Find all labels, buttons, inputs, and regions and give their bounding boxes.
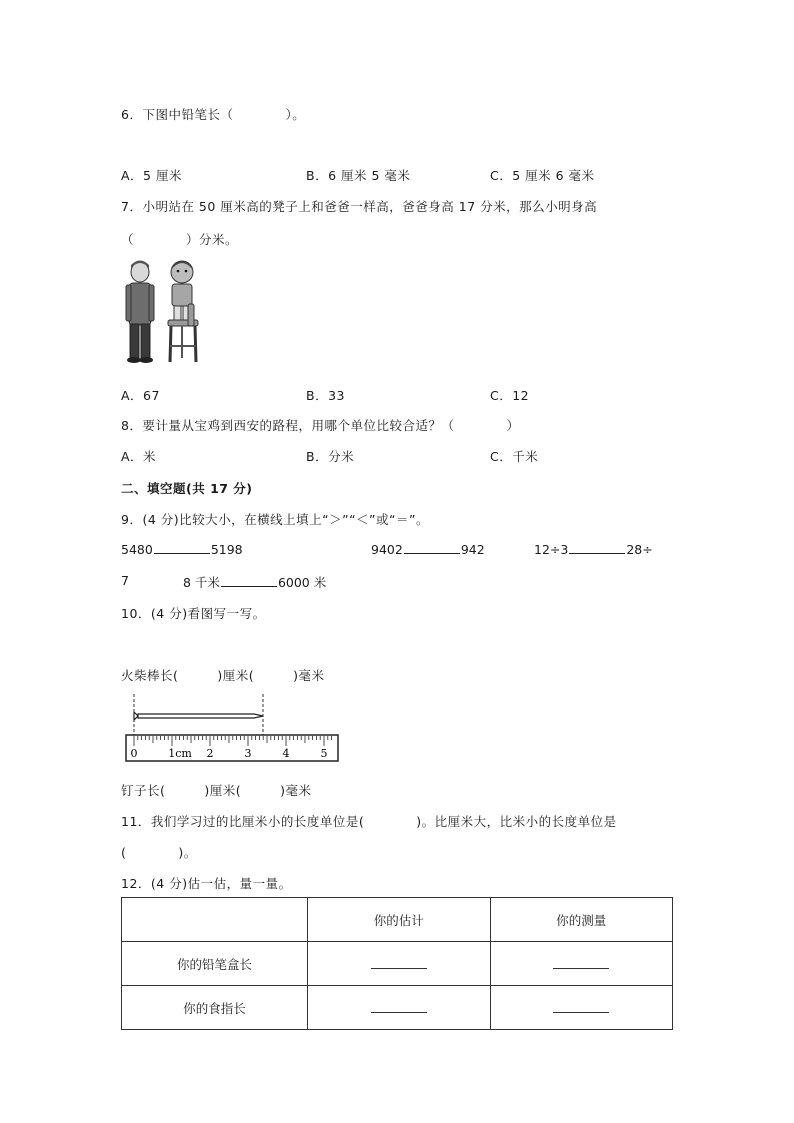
q7-option-a[interactable]: A．67 bbox=[121, 388, 160, 403]
q7-stem-2: （ ）分米。 bbox=[121, 232, 239, 247]
q6-option-b[interactable]: B．6 厘米 5 毫米 bbox=[306, 168, 411, 183]
ruler-label-0: 0 bbox=[130, 747, 138, 760]
father-figure bbox=[126, 261, 154, 364]
q10-stem: 10．(4 分)看图写一写。 bbox=[121, 606, 266, 621]
boy-on-stool-figure bbox=[168, 261, 198, 362]
q9-item-2-right: 942 bbox=[460, 542, 485, 557]
q9-item-3-continued: 7 bbox=[121, 573, 129, 588]
nail-shape bbox=[134, 712, 263, 720]
q9-item-4-blank[interactable] bbox=[221, 585, 277, 587]
measure-blank[interactable] bbox=[490, 986, 673, 1030]
q8-option-a[interactable]: A．米 bbox=[121, 449, 157, 464]
table-header-measure: 你的测量 bbox=[490, 898, 673, 942]
ruler-label-3: 3 bbox=[244, 747, 252, 760]
q9-item-1-blank[interactable] bbox=[154, 552, 210, 554]
q6-option-c[interactable]: C．5 厘米 6 毫米 bbox=[490, 168, 595, 183]
ruler-label-2: 2 bbox=[206, 747, 214, 760]
q7-stem: 7．小明站在 50 厘米高的凳子上和爸爸一样高，爸爸身高 17 分米，那么小明身高 bbox=[121, 199, 598, 214]
q9-item-3-blank[interactable] bbox=[569, 552, 625, 554]
table-row bbox=[122, 986, 673, 1030]
q8-stem: 8．要计量从宝鸡到西安的路程，用哪个单位比较合适？（ ） bbox=[121, 418, 520, 433]
q9-item-2-left: 9402 bbox=[371, 542, 403, 557]
q9-item-2-blank[interactable] bbox=[404, 552, 460, 554]
ruler-label-5: 5 bbox=[320, 747, 328, 760]
ruler-diagram bbox=[124, 694, 342, 764]
table-header-empty bbox=[122, 898, 308, 942]
estimate-blank[interactable] bbox=[308, 986, 491, 1030]
q10-matchstick-line: 火柴棒长( )厘米( )毫米 bbox=[121, 668, 325, 683]
q8-option-c[interactable]: C．千米 bbox=[490, 449, 539, 464]
father-and-son-illustration bbox=[124, 258, 210, 366]
row-label-index-finger: 你的食指长 bbox=[122, 986, 308, 1030]
table-row bbox=[122, 942, 673, 986]
q9-item-2 bbox=[371, 542, 485, 557]
measure-blank[interactable] bbox=[490, 942, 673, 986]
q11-stem: 11．我们学习过的比厘米小的长度单位是( )。比厘米大，比米小的长度单位是 bbox=[121, 814, 617, 829]
q11-stem-2: ( )。 bbox=[121, 845, 197, 860]
row-label-pencil-box: 你的铅笔盒长 bbox=[122, 942, 308, 986]
q8-option-b[interactable]: B．分米 bbox=[306, 449, 355, 464]
ruler-label-1: 1cm bbox=[168, 747, 192, 760]
table-header-row bbox=[122, 898, 673, 942]
section-2-title: 二、填空题(共 17 分) bbox=[121, 481, 253, 496]
q9-item-4 bbox=[183, 573, 326, 591]
ruler-label-4: 4 bbox=[282, 747, 290, 760]
q12-stem: 12．(4 分)估一估，量一量。 bbox=[121, 876, 292, 891]
q10-nail-line: 钉子长( )厘米( )毫米 bbox=[121, 783, 312, 798]
q9-item-3-right: 28÷ bbox=[626, 542, 653, 557]
q9-item-3 bbox=[534, 542, 653, 557]
q9-item-1-right: 5198 bbox=[210, 542, 243, 557]
q6-stem: 6．下图中铅笔长（ ）。 bbox=[121, 107, 306, 122]
q9-item-3-left: 12÷3 bbox=[534, 542, 569, 557]
estimate-blank[interactable] bbox=[308, 942, 491, 986]
q9-item-1 bbox=[121, 542, 243, 557]
estimate-measure-table bbox=[121, 897, 673, 1030]
ruler-body bbox=[126, 735, 338, 761]
table-header-estimate: 你的估计 bbox=[308, 898, 491, 942]
q9-item-4-left: 8 千米 bbox=[183, 575, 220, 590]
q9-stem: 9．(4 分)比较大小，在横线上填上“＞”“＜”或“＝”。 bbox=[121, 512, 429, 527]
q9-item-1-left: 5480 bbox=[121, 542, 153, 557]
q7-option-b[interactable]: B．33 bbox=[306, 388, 345, 403]
q6-option-a[interactable]: A．5 厘米 bbox=[121, 168, 182, 183]
q9-item-4-right: 6000 米 bbox=[277, 575, 327, 590]
q7-option-c[interactable]: C．12 bbox=[490, 388, 530, 403]
